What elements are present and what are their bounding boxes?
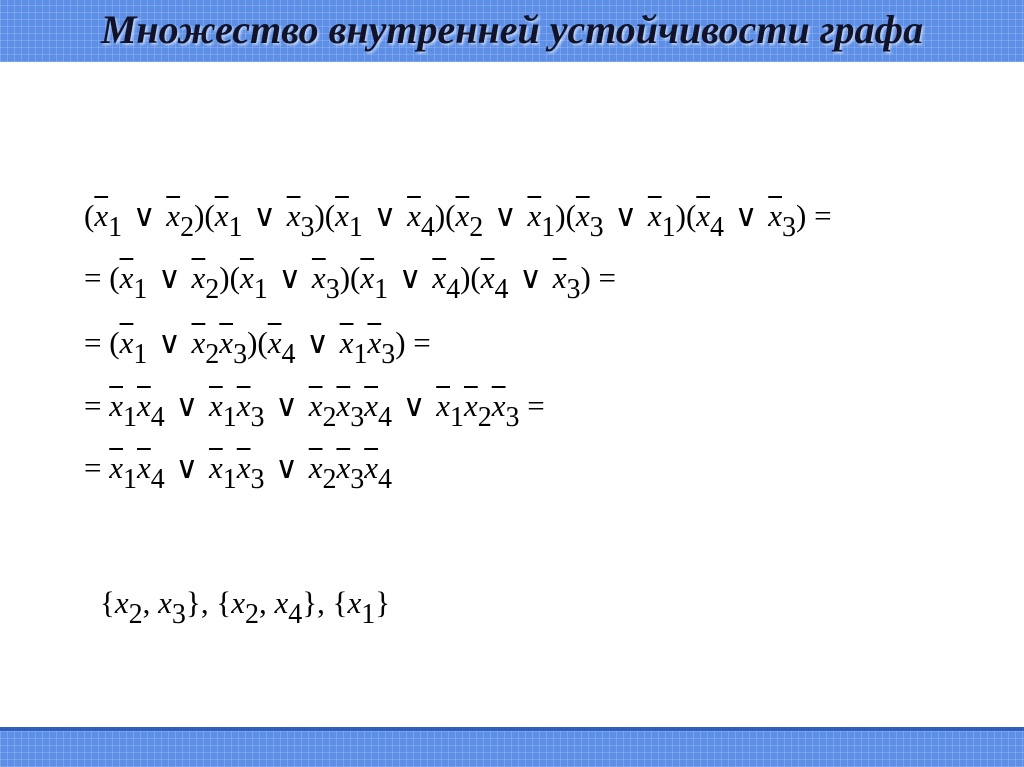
- variable-x: $\overline{x}$: [336, 388, 351, 423]
- variable-x: $\overline{x}$: [575, 198, 590, 233]
- variable-x: $\overline{x}$: [552, 260, 567, 295]
- subscript: 3: [250, 401, 265, 433]
- variable-x: $\overline{x}$: [335, 198, 349, 233]
- or-operator: ∨: [614, 198, 638, 233]
- variable-x: $\overline{x}$: [768, 198, 783, 233]
- variable-x: $\overline{x}$: [137, 450, 151, 485]
- subscript: 4: [378, 401, 392, 433]
- subscript: 2: [322, 401, 337, 433]
- or-operator: ∨: [275, 388, 298, 423]
- variable-x: $\overline{x}$: [208, 388, 223, 423]
- variable-x: $\overline{x}$: [219, 325, 234, 360]
- variable-x: $\overline{x}$: [166, 198, 181, 233]
- subscript: 2: [322, 463, 337, 495]
- subscript: 4: [150, 401, 165, 433]
- variable-x: $\overline{x}$: [339, 325, 354, 360]
- subscript: 2: [469, 211, 484, 243]
- subscript: 3: [233, 338, 248, 370]
- footer-band: [0, 727, 1024, 767]
- variable-x: $\overline{x}$: [480, 260, 495, 295]
- variable-x: x: [274, 585, 289, 620]
- subscript: 1: [108, 211, 123, 243]
- subscript: 3: [350, 463, 365, 495]
- subscript: 3: [381, 338, 396, 370]
- subscript: 1: [361, 598, 376, 630]
- subscript: 4: [150, 463, 165, 495]
- subscript: 1: [228, 211, 243, 243]
- subscript: 2: [205, 338, 220, 370]
- subscript: 3: [250, 463, 265, 495]
- subscript: 1: [133, 273, 148, 305]
- subscript: 2: [180, 211, 195, 243]
- subscript: 4: [420, 211, 435, 243]
- variable-x: $\overline{x}$: [236, 388, 251, 423]
- variable-x: $\overline{x}$: [239, 260, 254, 295]
- or-operator: ∨: [373, 198, 397, 233]
- subscript: 1: [348, 211, 363, 243]
- variable-x: $\overline{x}$: [364, 450, 378, 485]
- variable-x: $\overline{x}$: [137, 388, 151, 423]
- subscript: 1: [222, 463, 237, 495]
- variable-x: $\overline{x}$: [308, 450, 323, 485]
- or-operator: ∨: [158, 325, 181, 360]
- variable-x: $\overline{x}$: [208, 450, 223, 485]
- variable-x: $\overline{x}$: [191, 260, 206, 295]
- subscript: 1: [253, 273, 268, 305]
- variable-x: $\overline{x}$: [191, 325, 206, 360]
- subscript: 3: [505, 401, 520, 433]
- subscript: 1: [123, 463, 137, 495]
- variable-x: $\overline{x}$: [267, 325, 282, 360]
- variable-x: $\overline{x}$: [336, 450, 351, 485]
- formula-line-1: ($\overline{x}1$ ∨ $\overline{x}2)(\overline{x}1$ ∨ $\overline{x}3)(\overline{x}1$ ∨ $\overline{x}4)(\overline{x}2$ ∨ $\overline{x}1)(\overline{x}3$ ∨ $\overline{x}1)(\overline{x}4$ ∨ $\overline{x}3$) =: [84, 198, 832, 243]
- variable-x: $\overline{x}$: [311, 260, 326, 295]
- variable-x: $\overline{x}$: [367, 325, 382, 360]
- formula-line-4: = $\overline{x}1\overline{x}4$ ∨ $\overline{x}1\overline{x}3$ ∨ $\overline{x}2\overline{x}3\overline{x}4$ ∨ $\overline{x}1\overline{x}2\overline{x}3$ =: [84, 388, 545, 433]
- or-operator: ∨: [158, 260, 181, 295]
- subscript: 1: [374, 273, 389, 305]
- variable-x: $\overline{x}$: [214, 198, 229, 233]
- subscript: 3: [589, 211, 604, 243]
- variable-x: $\overline{x}$: [527, 198, 542, 233]
- page-title: Множество внутренней устойчивости графа: [100, 7, 924, 52]
- subscript: 3: [300, 211, 315, 243]
- variable-x: $\overline{x}$: [308, 388, 323, 423]
- subscript: 1: [123, 401, 137, 433]
- or-operator: ∨: [519, 260, 542, 295]
- subscript: 1: [449, 401, 464, 433]
- subscript: 3: [171, 598, 186, 630]
- subscript: 2: [128, 598, 143, 630]
- variable-x: $\overline{x}$: [463, 388, 478, 423]
- subscript: 2: [477, 401, 492, 433]
- formula-line-2: = ($\overline{x}1$ ∨ $\overline{x}2)(\overline{x}1$ ∨ $\overline{x}3)(\overline{x}1$ ∨ $\overline{x}4)(\overline{x}4$ ∨ $\overline{x}3$) =: [84, 260, 617, 305]
- subscript: 4: [710, 211, 725, 243]
- variable-x: x: [347, 585, 362, 620]
- subscript: 1: [353, 338, 368, 370]
- subscript: 4: [446, 273, 461, 305]
- subscript: 4: [378, 463, 392, 495]
- variable-x: $\overline{x}$: [119, 325, 134, 360]
- variable-x: $\overline{x}$: [491, 388, 506, 423]
- subscript: 2: [205, 273, 220, 305]
- or-operator: ∨: [734, 198, 758, 233]
- variable-x: x: [114, 585, 129, 620]
- subscript: 3: [566, 273, 581, 305]
- subscript: 4: [281, 338, 296, 370]
- variable-x: $\overline{x}$: [364, 388, 378, 423]
- stable-sets: {x2, x3}, {x2, x4}, {x1}: [100, 585, 391, 630]
- subscript: 3: [325, 273, 340, 305]
- or-operator: ∨: [253, 198, 276, 233]
- or-operator: ∨: [175, 450, 199, 485]
- variable-x: $\overline{x}$: [647, 198, 662, 233]
- variable-x: $\overline{x}$: [109, 450, 123, 485]
- variable-x: $\overline{x}$: [109, 388, 123, 423]
- or-operator: ∨: [278, 260, 302, 295]
- variable-x: $\overline{x}$: [94, 198, 109, 233]
- or-operator: ∨: [275, 450, 298, 485]
- variable-x: $\overline{x}$: [119, 260, 134, 295]
- subscript: 4: [288, 598, 303, 630]
- or-operator: ∨: [132, 198, 156, 233]
- variable-x: $\overline{x}$: [407, 198, 421, 233]
- or-operator: ∨: [494, 198, 517, 233]
- variable-x: $\overline{x}$: [455, 198, 470, 233]
- variable-x: x: [231, 585, 245, 620]
- variable-x: $\overline{x}$: [236, 450, 251, 485]
- or-operator: ∨: [175, 388, 199, 423]
- variable-x: $\overline{x}$: [436, 388, 450, 423]
- subscript: 1: [541, 211, 556, 243]
- formula-line-3: = ($\overline{x}1$ ∨ $\overline{x}2\overline{x}3)(\overline{x}4$ ∨ $\overline{x}1\overline{x}3$) =: [84, 325, 431, 370]
- variable-x: $\overline{x}$: [432, 260, 447, 295]
- subscript: 4: [494, 273, 509, 305]
- subscript: 3: [350, 401, 365, 433]
- subscript: 2: [244, 598, 259, 630]
- variable-x: $\overline{x}$: [696, 198, 711, 233]
- subscript: 1: [661, 211, 676, 243]
- formula-line-5: = $\overline{x}1\overline{x}4$ ∨ $\overline{x}1\overline{x}3$ ∨ $\overline{x}2\overline{x}3\overline{x}4$: [84, 450, 392, 495]
- variable-x: x: [158, 585, 172, 620]
- or-operator: ∨: [398, 260, 422, 295]
- subscript: 1: [133, 338, 148, 370]
- subscript: 3: [782, 211, 797, 243]
- variable-x: $\overline{x}$: [286, 198, 301, 233]
- or-operator: ∨: [402, 388, 426, 423]
- or-operator: ∨: [306, 325, 329, 360]
- variable-x: $\overline{x}$: [360, 260, 375, 295]
- subscript: 1: [222, 401, 237, 433]
